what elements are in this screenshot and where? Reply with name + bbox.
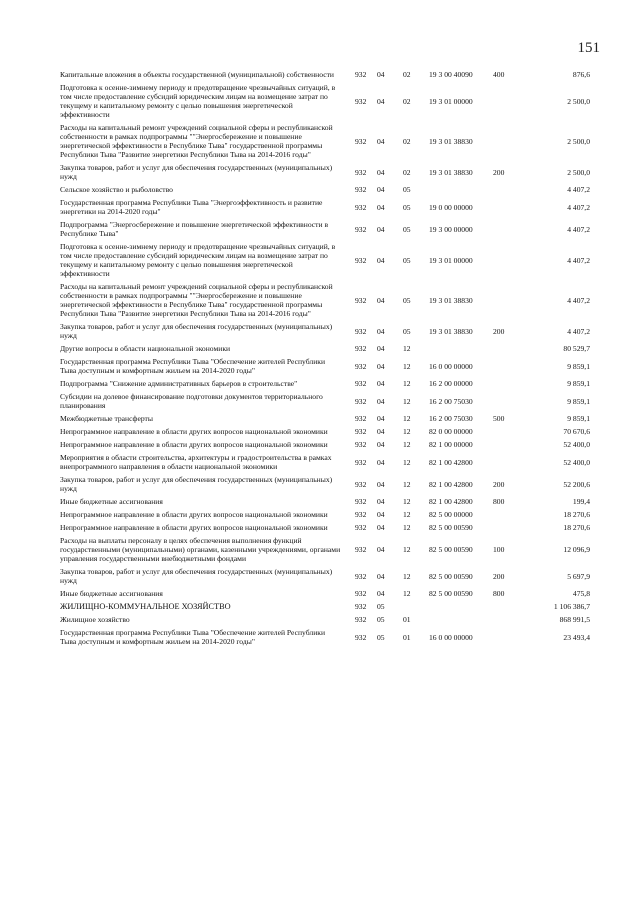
row-grbs: 932 xyxy=(355,361,367,371)
row-section: 05 xyxy=(377,632,385,642)
row-grbs: 932 xyxy=(355,96,367,106)
row-target-article: 82 1 00 42800 xyxy=(429,497,473,506)
row-target-article: 19 3 01 00000 xyxy=(429,255,473,265)
row-name: Государственная программа Республики Тыва "Обеспечение жителей Республики Тыва доступным и комфортным жильем на 2014-2020 годы" xyxy=(60,628,326,646)
row-subsection: 01 xyxy=(403,615,411,624)
row-subsection: 12 xyxy=(403,523,411,532)
row-subsection: 12 xyxy=(403,344,411,353)
row-section: 04 xyxy=(377,202,385,212)
row-amount: 868 991,5 xyxy=(559,615,590,624)
row-name: Государственная программа Республики Тыва "Энергоэффективность и развитие энергетики на 2014-2020 годы" xyxy=(60,198,323,216)
row-subsection: 12 xyxy=(403,571,411,581)
row-grbs: 932 xyxy=(355,414,367,423)
row-amount: 475,8 xyxy=(572,589,590,598)
row-name: Жилищное хозяйство xyxy=(60,615,130,624)
table-row xyxy=(60,534,600,565)
row-grbs: 932 xyxy=(355,510,367,519)
row-section: 04 xyxy=(377,255,385,265)
table-row xyxy=(60,438,600,451)
row-amount: 876,6 xyxy=(572,70,590,79)
row-subsection: 02 xyxy=(403,136,411,146)
table-row xyxy=(60,425,600,438)
row-expense-type: 200 xyxy=(493,571,505,581)
row-section: 04 xyxy=(377,379,385,388)
row-target-article: 16 2 00 00000 xyxy=(429,379,473,388)
row-section: 05 xyxy=(377,602,385,611)
row-amount: 2 500,0 xyxy=(567,167,590,177)
row-section: 04 xyxy=(377,571,385,581)
row-section: 04 xyxy=(377,497,385,506)
row-section: 04 xyxy=(377,136,385,146)
table-row xyxy=(60,473,600,495)
row-name: Непрограммное направление в области других вопросов национальной экономики xyxy=(60,427,328,436)
table-row xyxy=(60,355,600,377)
row-target-article: 19 3 01 00000 xyxy=(429,96,473,106)
table-row xyxy=(60,495,600,508)
row-name: Мероприятия в области строительства, архитектуры и градостроительства в рамках внепрограммного направления в области национальной экономики xyxy=(60,453,332,471)
row-section: 04 xyxy=(377,70,385,79)
row-target-article: 82 1 00 42800 xyxy=(429,457,473,467)
table-row xyxy=(60,81,600,121)
row-target-article: 19 3 00 00000 xyxy=(429,224,473,234)
row-amount: 9 859,1 xyxy=(567,414,590,423)
row-target-article: 19 3 01 38830 xyxy=(429,326,473,336)
table-row xyxy=(60,183,600,196)
row-grbs: 932 xyxy=(355,523,367,532)
row-target-article: 19 3 01 38830 xyxy=(429,295,473,305)
row-amount: 9 859,1 xyxy=(567,361,590,371)
row-grbs: 932 xyxy=(355,202,367,212)
row-grbs: 932 xyxy=(355,457,367,467)
row-name: Расходы на капитальный ремонт учреждений социальной сферы и республиканской собственности в рамках подпрограммы ""Энергосбережение и повышение энергетической эффективности в Республике Тыва" государственной программы Республики Тыва "Развитие энергетики Республики Тыва на 2014-2016 годы" xyxy=(60,123,333,159)
table-row xyxy=(60,565,600,587)
row-section: 04 xyxy=(377,361,385,371)
row-subsection: 12 xyxy=(403,414,411,423)
row-target-article: 82 0 00 00000 xyxy=(429,427,473,436)
row-name: Непрограммное направление в области других вопросов национальной экономики xyxy=(60,523,328,532)
row-section: 04 xyxy=(377,185,385,194)
row-amount: 1 106 386,7 xyxy=(553,602,590,611)
row-grbs: 932 xyxy=(355,255,367,265)
row-name: Непрограммное направление в области других вопросов национальной экономики xyxy=(60,440,328,449)
row-target-article: 82 1 00 42800 xyxy=(429,479,473,489)
table-row xyxy=(60,240,600,280)
row-grbs: 932 xyxy=(355,167,367,177)
row-grbs: 932 xyxy=(355,632,367,642)
row-section: 04 xyxy=(377,414,385,423)
row-amount: 4 407,2 xyxy=(567,224,590,234)
table-row xyxy=(60,196,600,218)
row-name: Закупка товаров, работ и услуг для обеспечения государственных (муниципальных) нужд xyxy=(60,475,333,493)
row-section: 04 xyxy=(377,326,385,336)
table-row xyxy=(60,68,600,81)
row-subsection: 02 xyxy=(403,167,411,177)
row-name: Другие вопросы в области национальной экономики xyxy=(60,344,231,353)
row-amount: 2 500,0 xyxy=(567,136,590,146)
row-subsection: 12 xyxy=(403,379,411,388)
row-grbs: 932 xyxy=(355,326,367,336)
row-subsection: 01 xyxy=(403,632,411,642)
row-section: 04 xyxy=(377,224,385,234)
row-grbs: 932 xyxy=(355,396,367,406)
row-amount: 18 270,6 xyxy=(563,523,590,532)
row-grbs: 932 xyxy=(355,185,367,194)
row-expense-type: 400 xyxy=(493,70,505,79)
row-target-article: 82 5 00 00590 xyxy=(429,545,473,554)
row-section: 04 xyxy=(377,523,385,532)
row-amount: 9 859,1 xyxy=(567,396,590,406)
row-subsection: 05 xyxy=(403,326,411,336)
row-name: Подготовка к осенне-зимнему периоду и предотвращение чрезвычайных ситуаций, в том числе предоставление субсидий юридическим лицам на возмещение затрат по текущему и капитальному ремонту с целью повышения энергетической эффективности xyxy=(60,242,336,278)
row-grbs: 932 xyxy=(355,497,367,506)
row-amount: 52 400,0 xyxy=(563,440,590,449)
row-section: 04 xyxy=(377,427,385,436)
row-target-article: 16 0 00 00000 xyxy=(429,632,473,642)
row-section: 04 xyxy=(377,396,385,406)
row-subsection: 02 xyxy=(403,96,411,106)
row-section: 04 xyxy=(377,440,385,449)
row-amount: 5 697,9 xyxy=(567,571,590,581)
row-grbs: 932 xyxy=(355,427,367,436)
row-amount: 2 500,0 xyxy=(567,96,590,106)
row-grbs: 932 xyxy=(355,136,367,146)
row-name: Непрограммное направление в области других вопросов национальной экономики xyxy=(60,510,328,519)
table-row xyxy=(60,508,600,521)
row-section: 04 xyxy=(377,344,385,353)
table-row xyxy=(60,121,600,161)
row-amount: 80 529,7 xyxy=(563,344,590,353)
row-name: Закупка товаров, работ и услуг для обеспечения государственных (муниципальных) нужд xyxy=(60,163,333,181)
row-name: Подготовка к осенне-зимнему периоду и предотвращение чрезвычайных ситуаций, в том числе предоставление субсидий юридическим лицам на возмещение затрат по текущему и капитальному ремонту с целью повышения энергетической эффективности xyxy=(60,83,336,119)
row-grbs: 932 xyxy=(355,224,367,234)
table-row xyxy=(60,626,600,648)
table-row xyxy=(60,412,600,425)
row-subsection: 12 xyxy=(403,497,411,506)
table-row xyxy=(60,600,600,613)
table-row xyxy=(60,280,600,320)
row-grbs: 932 xyxy=(355,615,367,624)
row-expense-type: 200 xyxy=(493,326,505,336)
row-section: 04 xyxy=(377,479,385,489)
row-expense-type: 800 xyxy=(493,497,505,506)
table-row xyxy=(60,342,600,355)
row-amount: 4 407,2 xyxy=(567,185,590,194)
row-name: Подпрограмма "Энергосбережение и повышение энергетической эффективности в Республике Тыва" xyxy=(60,220,329,238)
row-target-article: 82 1 00 00000 xyxy=(429,440,473,449)
row-amount: 9 859,1 xyxy=(567,379,590,388)
row-name: Сельское хозяйство и рыболовство xyxy=(60,185,173,194)
row-name: Закупка товаров, работ и услуг для обеспечения государственных (муниципальных) нужд xyxy=(60,322,333,340)
row-subsection: 05 xyxy=(403,295,411,305)
row-target-article: 16 2 00 75030 xyxy=(429,414,473,423)
table-row xyxy=(60,320,600,342)
row-grbs: 932 xyxy=(355,344,367,353)
row-name: Капитальные вложения в объекты государственной (муниципальной) собственности xyxy=(60,70,334,79)
row-section: 04 xyxy=(377,167,385,177)
row-amount: 23 493,4 xyxy=(563,632,590,642)
row-grbs: 932 xyxy=(355,479,367,489)
row-grbs: 932 xyxy=(355,440,367,449)
row-amount: 4 407,2 xyxy=(567,295,590,305)
budget-table xyxy=(60,68,600,648)
row-name: Субсидии на долевое финансирование подготовки документов территориального планирования xyxy=(60,392,323,410)
row-target-article: 16 2 00 75030 xyxy=(429,396,473,406)
row-name: Иные бюджетные ассигнования xyxy=(60,497,163,506)
row-expense-type: 200 xyxy=(493,167,505,177)
row-name: ЖИЛИЩНО-КОММУНАЛЬНОЕ ХОЗЯЙСТВО xyxy=(60,602,231,611)
row-amount: 4 407,2 xyxy=(567,255,590,265)
table-row xyxy=(60,218,600,240)
row-subsection: 05 xyxy=(403,185,411,194)
row-section: 04 xyxy=(377,295,385,305)
row-name: Межбюджетные трансферты xyxy=(60,414,153,423)
row-target-article: 82 5 00 00590 xyxy=(429,571,473,581)
row-target-article: 19 3 00 40090 xyxy=(429,70,473,79)
row-amount: 4 407,2 xyxy=(567,202,590,212)
row-subsection: 12 xyxy=(403,440,411,449)
row-name: Расходы на выплаты персоналу в целях обеспечения выполнения функций государственными (муниципальными) органами, казенными учреждениями, органами управления государственными внебюджетными фондами xyxy=(60,536,341,563)
table-row xyxy=(60,587,600,600)
row-section: 04 xyxy=(377,510,385,519)
table-row xyxy=(60,613,600,626)
table-row xyxy=(60,521,600,534)
table-row xyxy=(60,377,600,390)
row-target-article: 19 3 01 38830 xyxy=(429,136,473,146)
row-subsection: 12 xyxy=(403,396,411,406)
row-subsection: 02 xyxy=(403,70,411,79)
row-section: 04 xyxy=(377,96,385,106)
row-section: 04 xyxy=(377,457,385,467)
row-subsection: 12 xyxy=(403,479,411,489)
page-number: 151 xyxy=(577,40,600,56)
row-subsection: 12 xyxy=(403,589,411,598)
row-name: Государственная программа Республики Тыва "Обеспечение жителей Республики Тыва доступным и комфортным жильем на 2014-2020 годы" xyxy=(60,357,326,375)
table-row xyxy=(60,390,600,412)
row-grbs: 932 xyxy=(355,295,367,305)
table-row xyxy=(60,161,600,183)
row-section: 04 xyxy=(377,589,385,598)
row-name: Подпрограмма "Снижение административных барьеров в строительстве" xyxy=(60,379,298,388)
row-target-article: 16 0 00 00000 xyxy=(429,361,473,371)
table-row xyxy=(60,451,600,473)
row-grbs: 932 xyxy=(355,70,367,79)
row-target-article: 19 3 01 38830 xyxy=(429,167,473,177)
row-section: 05 xyxy=(377,615,385,624)
row-amount: 18 270,6 xyxy=(563,510,590,519)
row-expense-type: 800 xyxy=(493,589,505,598)
row-name: Закупка товаров, работ и услуг для обеспечения государственных (муниципальных) нужд xyxy=(60,567,333,585)
row-subsection: 05 xyxy=(403,224,411,234)
row-subsection: 12 xyxy=(403,457,411,467)
row-expense-type: 500 xyxy=(493,414,505,423)
row-amount: 199,4 xyxy=(572,497,590,506)
row-grbs: 932 xyxy=(355,589,367,598)
row-amount: 70 670,6 xyxy=(563,427,590,436)
row-grbs: 932 xyxy=(355,602,367,611)
row-target-article: 82 5 00 00590 xyxy=(429,589,473,598)
row-grbs: 932 xyxy=(355,545,367,554)
row-amount: 4 407,2 xyxy=(567,326,590,336)
row-name: Расходы на капитальный ремонт учреждений социальной сферы и республиканской собственности в рамках подпрограммы ""Энергосбережение и повышение энергетической эффективности в Республике Тыва" государственной программы Республики Тыва "Развитие энергетики Республики Тыва на 2014-2016 годы" xyxy=(60,282,333,318)
row-subsection: 05 xyxy=(403,255,411,265)
row-amount: 52 200,6 xyxy=(563,479,590,489)
row-target-article: 82 5 00 00000 xyxy=(429,510,473,519)
row-grbs: 932 xyxy=(355,571,367,581)
row-grbs: 932 xyxy=(355,379,367,388)
row-section: 04 xyxy=(377,545,385,554)
row-amount: 52 400,0 xyxy=(563,457,590,467)
row-subsection: 12 xyxy=(403,361,411,371)
row-expense-type: 200 xyxy=(493,479,505,489)
row-expense-type: 100 xyxy=(493,545,505,554)
row-target-article: 82 5 00 00590 xyxy=(429,523,473,532)
row-amount: 12 096,9 xyxy=(563,545,590,554)
row-name: Иные бюджетные ассигнования xyxy=(60,589,163,598)
row-target-article: 19 0 00 00000 xyxy=(429,202,473,212)
row-subsection: 12 xyxy=(403,427,411,436)
row-subsection: 05 xyxy=(403,202,411,212)
row-subsection: 12 xyxy=(403,545,411,554)
row-subsection: 12 xyxy=(403,510,411,519)
